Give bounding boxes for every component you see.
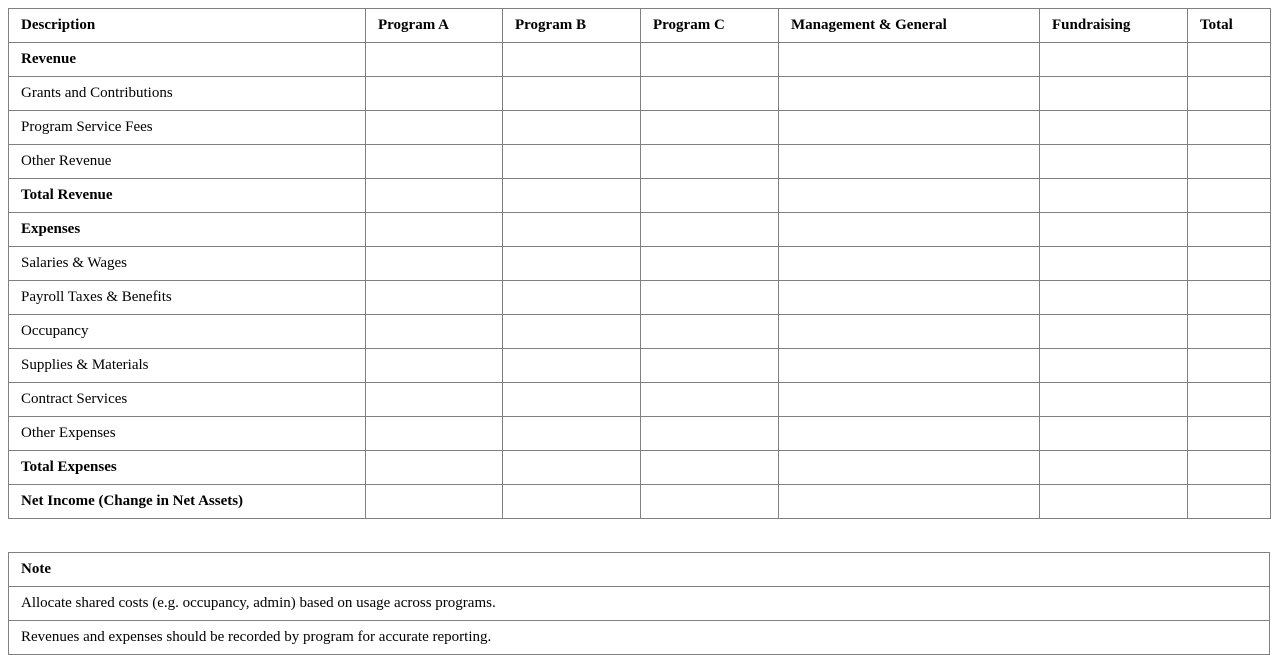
row-label: Total Revenue: [9, 179, 366, 213]
row-label: Program Service Fees: [9, 111, 366, 145]
column-header-program-a: Program A: [366, 9, 503, 43]
cell-fundraising[interactable]: [1040, 349, 1188, 383]
cell-program-a[interactable]: [366, 383, 503, 417]
cell-management-general[interactable]: [779, 213, 1040, 247]
cell-total[interactable]: [1188, 43, 1271, 77]
cell-program-b[interactable]: [503, 111, 641, 145]
cell-fundraising[interactable]: [1040, 281, 1188, 315]
cell-program-a[interactable]: [366, 315, 503, 349]
cell-program-a[interactable]: [366, 111, 503, 145]
table-row: [9, 43, 1271, 77]
cell-management-general[interactable]: [779, 43, 1040, 77]
row-label: Payroll Taxes & Benefits: [9, 281, 366, 315]
note-table: [8, 552, 1270, 655]
table-row: [9, 451, 1271, 485]
cell-management-general[interactable]: [779, 281, 1040, 315]
cell-total[interactable]: [1188, 485, 1271, 519]
column-header-fundraising: Fundraising: [1040, 9, 1188, 43]
cell-management-general[interactable]: [779, 451, 1040, 485]
cell-program-c[interactable]: [641, 451, 779, 485]
table-row: [9, 213, 1271, 247]
cell-fundraising[interactable]: [1040, 383, 1188, 417]
cell-fundraising[interactable]: [1040, 179, 1188, 213]
cell-management-general[interactable]: [779, 145, 1040, 179]
column-header-total: Total: [1188, 9, 1271, 43]
cell-program-c[interactable]: [641, 77, 779, 111]
cell-total[interactable]: [1188, 111, 1271, 145]
note-header-row: [9, 553, 1270, 587]
cell-management-general[interactable]: [779, 417, 1040, 451]
cell-program-c[interactable]: [641, 417, 779, 451]
cell-program-c[interactable]: [641, 349, 779, 383]
cell-program-c[interactable]: [641, 179, 779, 213]
table-row: [9, 349, 1271, 383]
row-label: Total Expenses: [9, 451, 366, 485]
note-row: [9, 621, 1270, 655]
row-label: Expenses: [9, 213, 366, 247]
cell-total[interactable]: [1188, 451, 1271, 485]
table-row: [9, 315, 1271, 349]
table-row: [9, 281, 1271, 315]
cell-program-b[interactable]: [503, 417, 641, 451]
cell-program-b[interactable]: [503, 179, 641, 213]
cell-program-b[interactable]: [503, 315, 641, 349]
note-row: [9, 587, 1270, 621]
cell-program-a[interactable]: [366, 281, 503, 315]
cell-program-a[interactable]: [366, 417, 503, 451]
row-label: Other Revenue: [9, 145, 366, 179]
table-row: [9, 145, 1271, 179]
cell-management-general[interactable]: [779, 315, 1040, 349]
cell-total[interactable]: [1188, 383, 1271, 417]
cell-program-b[interactable]: [503, 485, 641, 519]
cell-program-b[interactable]: [503, 349, 641, 383]
cell-program-c[interactable]: [641, 213, 779, 247]
cell-program-a[interactable]: [366, 485, 503, 519]
note-line: Allocate shared costs (e.g. occupancy, admin) based on usage across programs.: [9, 587, 1270, 621]
cell-program-a[interactable]: [366, 77, 503, 111]
cell-program-b[interactable]: [503, 145, 641, 179]
cell-management-general[interactable]: [779, 111, 1040, 145]
cell-program-a[interactable]: [366, 43, 503, 77]
cell-fundraising[interactable]: [1040, 417, 1188, 451]
table-row: [9, 247, 1271, 281]
row-label: Other Expenses: [9, 417, 366, 451]
table-row: [9, 417, 1271, 451]
cell-total[interactable]: [1188, 145, 1271, 179]
cell-program-b[interactable]: [503, 247, 641, 281]
cell-program-b[interactable]: [503, 77, 641, 111]
cell-program-c[interactable]: [641, 111, 779, 145]
cell-fundraising[interactable]: [1040, 451, 1188, 485]
cell-fundraising[interactable]: [1040, 213, 1188, 247]
cell-program-c[interactable]: [641, 383, 779, 417]
cell-program-c[interactable]: [641, 247, 779, 281]
cell-management-general[interactable]: [779, 349, 1040, 383]
row-label: Contract Services: [9, 383, 366, 417]
cell-program-b[interactable]: [503, 43, 641, 77]
table-row: [9, 179, 1271, 213]
cell-fundraising[interactable]: [1040, 77, 1188, 111]
cell-fundraising[interactable]: [1040, 43, 1188, 77]
cell-fundraising[interactable]: [1040, 111, 1188, 145]
table-row: [9, 111, 1271, 145]
cell-fundraising[interactable]: [1040, 247, 1188, 281]
table-row: [9, 383, 1271, 417]
cell-total[interactable]: [1188, 349, 1271, 383]
cell-fundraising[interactable]: [1040, 145, 1188, 179]
cell-program-a[interactable]: [366, 179, 503, 213]
table-row: [9, 485, 1271, 519]
cell-total[interactable]: [1188, 179, 1271, 213]
row-label: Salaries & Wages: [9, 247, 366, 281]
cell-total[interactable]: [1188, 77, 1271, 111]
row-label: Supplies & Materials: [9, 349, 366, 383]
cell-program-a[interactable]: [366, 145, 503, 179]
column-header-program-b: Program B: [503, 9, 641, 43]
cell-program-b[interactable]: [503, 451, 641, 485]
cell-program-c[interactable]: [641, 315, 779, 349]
table-row: [9, 77, 1271, 111]
cell-total[interactable]: [1188, 281, 1271, 315]
note-line: Revenues and expenses should be recorded by program for accurate reporting.: [9, 621, 1270, 655]
cell-total[interactable]: [1188, 417, 1271, 451]
cell-management-general[interactable]: [779, 179, 1040, 213]
cell-program-a[interactable]: [366, 213, 503, 247]
cell-program-b[interactable]: [503, 213, 641, 247]
cell-program-a[interactable]: [366, 451, 503, 485]
cell-management-general[interactable]: [779, 383, 1040, 417]
cell-program-a[interactable]: [366, 247, 503, 281]
row-label: Net Income (Change in Net Assets): [9, 485, 366, 519]
cell-fundraising[interactable]: [1040, 315, 1188, 349]
cell-total[interactable]: [1188, 247, 1271, 281]
row-label: Grants and Contributions: [9, 77, 366, 111]
cell-program-c[interactable]: [641, 145, 779, 179]
budget-table: [8, 8, 1271, 519]
cell-program-c[interactable]: [641, 281, 779, 315]
cell-fundraising[interactable]: [1040, 485, 1188, 519]
cell-program-c[interactable]: [641, 43, 779, 77]
cell-management-general[interactable]: [779, 485, 1040, 519]
column-header-description: Description: [9, 9, 366, 43]
note-header: Note: [9, 553, 1270, 587]
budget-header-row: [9, 9, 1271, 43]
cell-management-general[interactable]: [779, 77, 1040, 111]
cell-program-c[interactable]: [641, 485, 779, 519]
cell-total[interactable]: [1188, 213, 1271, 247]
column-header-management-general: Management & General: [779, 9, 1040, 43]
cell-management-general[interactable]: [779, 247, 1040, 281]
budget-table-body: [9, 43, 1271, 519]
cell-program-b[interactable]: [503, 281, 641, 315]
cell-program-a[interactable]: [366, 349, 503, 383]
row-label: Revenue: [9, 43, 366, 77]
cell-program-b[interactable]: [503, 383, 641, 417]
column-header-program-c: Program C: [641, 9, 779, 43]
cell-total[interactable]: [1188, 315, 1271, 349]
row-label: Occupancy: [9, 315, 366, 349]
